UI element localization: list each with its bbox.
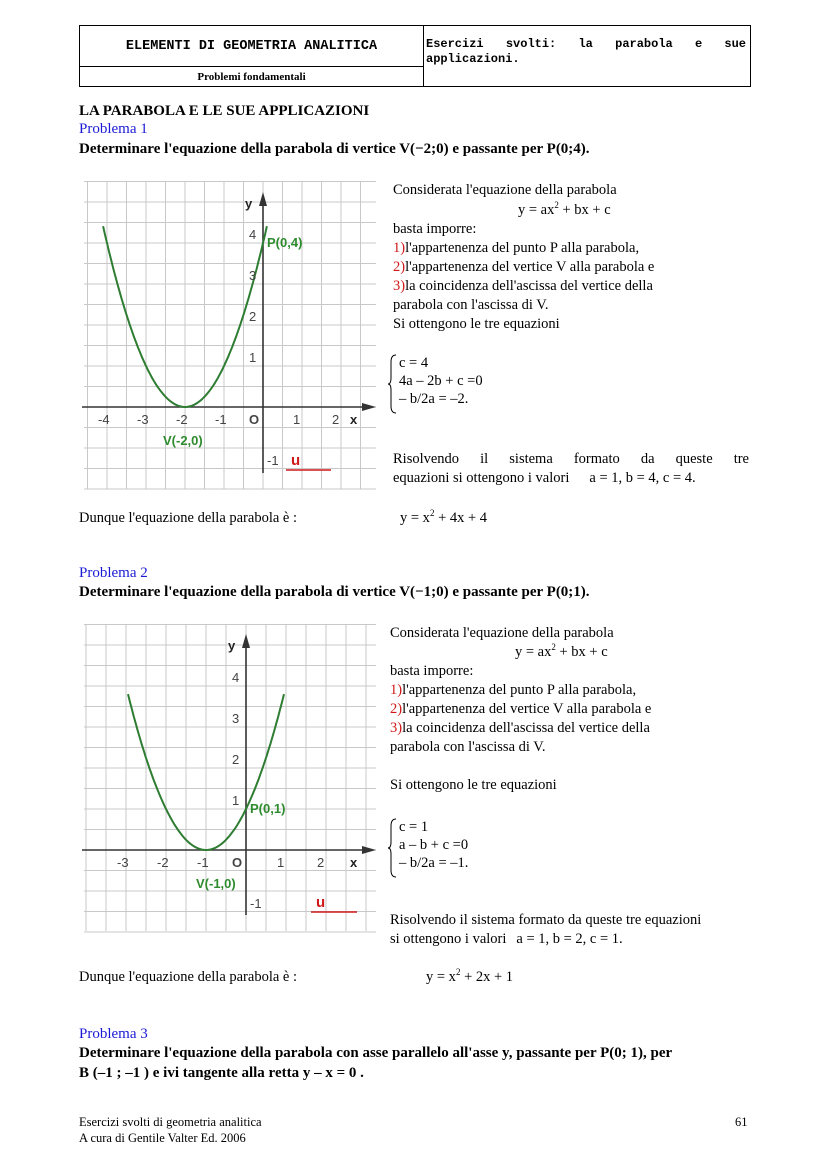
step-text: l'appartenenza del punto P alla parabola, <box>405 240 640 256</box>
solution-values: a = 1, b = 4, c = 4. <box>589 470 696 486</box>
p1-step-3-cont: parabola con l'ascissa di V. <box>393 297 549 313</box>
y-tick-label: 1 <box>249 350 257 365</box>
point-label: P(0,4) <box>267 235 303 250</box>
section-title: LA PARABOLA E LE SUE APPLICAZIONI <box>79 103 370 119</box>
p1-intro: Considerata l'equazione della parabola <box>393 182 617 198</box>
eq-part: + 2x + 1 <box>460 969 514 985</box>
p2-system <box>399 818 468 872</box>
p2-solve-line1: Risolvendo il sistema formato da queste tre equazioni <box>390 912 702 928</box>
x-tick-label: 2 <box>317 855 325 870</box>
p1-solve-line2 <box>393 469 696 488</box>
step-number: 2) <box>390 701 403 717</box>
eq-part: y = x <box>426 969 456 985</box>
p1-general-equation <box>518 201 611 220</box>
y-tick-label: 1 <box>232 793 240 808</box>
y-tick-label: 3 <box>249 268 257 283</box>
x-tick-label: -2 <box>176 412 188 427</box>
problem-2-statement: Determinare l'equazione della parabola di vertice V(−1;0) e passante per P(0;1). <box>79 584 590 600</box>
step-text: la coincidenza dell'ascissa del vertice della <box>405 278 653 294</box>
step-number: 1) <box>390 682 403 698</box>
problem-2-graph <box>80 620 380 935</box>
x-axis-arrow-icon <box>362 403 376 411</box>
origin-label: O <box>232 855 243 870</box>
problem-3-label: Problema 3 <box>79 1026 148 1042</box>
eq-part: y = ax <box>518 202 555 218</box>
header-topic-line1: Esercizi svolti: la parabola e sue <box>426 37 746 51</box>
y-axis-label: y <box>228 638 236 653</box>
x-tick-label: -1 <box>215 412 227 427</box>
page-number: 61 <box>735 1115 748 1129</box>
p2-step-1 <box>390 681 636 700</box>
solve-text: si ottengono i valori <box>390 931 507 947</box>
footer-line1: Esercizi svolti di geometria analitica <box>79 1115 262 1129</box>
p1-conclusion: Dunque l'equazione della parabola è : <box>79 510 298 526</box>
step-text: l'appartenenza del vertice V alla parabola e <box>405 259 655 275</box>
problem-3-statement-line2: B (–1 ; –1 ) e ivi tangente alla retta y – x = 0 . <box>79 1065 364 1081</box>
x-tick-label: -2 <box>157 855 169 870</box>
point-label: P(0,1) <box>250 801 286 816</box>
eq-exponent: 2 <box>429 508 435 518</box>
p1-step-1 <box>393 239 639 258</box>
x-axis-arrow-icon <box>362 846 376 854</box>
system-equation: c = 1 <box>399 819 429 835</box>
unit-label: u <box>291 452 301 469</box>
header-topic-line2: applicazioni. <box>426 52 520 66</box>
y-tick-label: 4 <box>249 227 257 242</box>
step-number: 3) <box>393 278 406 294</box>
x-axis-label: x <box>350 412 358 427</box>
system-equation: – b/2a = –1. <box>399 855 469 871</box>
y-axis-arrow-icon <box>259 192 267 206</box>
problem-1-label: Problema 1 <box>79 121 148 137</box>
p2-intro: Considerata l'equazione della parabola <box>390 625 614 641</box>
p1-result-equation <box>400 509 487 528</box>
header-table <box>79 25 751 87</box>
graph-canvas <box>80 178 380 493</box>
y-tick-label: 2 <box>249 309 257 324</box>
header-title: ELEMENTI DI GEOMETRIA ANALITICA <box>80 26 424 67</box>
p2-step-3 <box>390 719 650 738</box>
eq-part: + bx + c <box>558 202 611 218</box>
y-axis-arrow-icon <box>242 634 250 648</box>
vertex-label: V(-2,0) <box>163 433 203 448</box>
p2-conclusion: Dunque l'equazione della parabola è : <box>79 969 298 985</box>
footer-line2: A cura di Gentile Valter Ed. 2006 <box>79 1131 246 1145</box>
p1-step-3 <box>393 277 653 296</box>
unit-label: u <box>316 894 326 911</box>
origin-label: O <box>249 412 260 427</box>
y-tick-label: 2 <box>232 752 240 767</box>
problem-1-graph <box>80 178 380 493</box>
p1-impose: basta imporre: <box>393 221 477 237</box>
step-number: 2) <box>393 259 406 275</box>
step-text: l'appartenenza del vertice V alla parabola e <box>402 701 652 717</box>
eq-part: + bx + c <box>555 644 608 660</box>
solve-text: equazioni si ottengono i valori <box>393 470 570 486</box>
y-tick-label: -1 <box>250 896 262 911</box>
problem-2-label: Problema 2 <box>79 565 148 581</box>
eq-part: y = ax <box>515 644 552 660</box>
problem-1-statement: Determinare l'equazione della parabola di vertice V(−2;0) e passante per P(0;4). <box>79 141 590 157</box>
p2-solve-line2 <box>390 930 623 949</box>
eq-part: y = x <box>400 510 430 526</box>
system-equation: 4a – 2b + c =0 <box>399 373 483 389</box>
step-number: 1) <box>393 240 406 256</box>
p2-general-equation <box>515 643 608 662</box>
step-text: l'appartenenza del punto P alla parabola, <box>402 682 637 698</box>
vertex-label: V(-1,0) <box>196 876 236 891</box>
x-tick-label: -3 <box>137 412 149 427</box>
graph-canvas <box>80 620 380 935</box>
p2-impose: basta imporre: <box>390 663 474 679</box>
p2-step-3-cont: parabola con l'ascissa di V. <box>390 739 546 755</box>
y-tick-label: -1 <box>267 453 279 468</box>
x-axis-label: x <box>350 855 358 870</box>
header-subtitle: Problemi fondamentali <box>80 67 424 86</box>
system-brace-icon <box>388 354 398 414</box>
problem-3-statement-line1: Determinare l'equazione della parabola con asse parallelo all'asse y, passante per P(0; 1), per <box>79 1045 673 1061</box>
x-tick-label: -3 <box>117 855 129 870</box>
grid <box>84 182 376 490</box>
step-text: la coincidenza dell'ascissa del vertice della <box>402 720 650 736</box>
x-tick-label: -1 <box>197 855 209 870</box>
p1-step-2 <box>393 258 654 277</box>
eq-exponent: 2 <box>455 967 461 977</box>
x-tick-label: 1 <box>293 412 301 427</box>
p2-result-equation <box>426 968 513 987</box>
system-brace-icon <box>388 818 398 878</box>
eq-part: + 4x + 4 <box>434 510 488 526</box>
eq-exponent: 2 <box>554 200 559 210</box>
y-axis-label: y <box>245 196 253 211</box>
p1-obtain: Si ottengono le tre equazioni <box>393 316 560 332</box>
x-tick-label: -4 <box>98 412 110 427</box>
x-tick-label: 1 <box>277 855 285 870</box>
p1-system <box>399 354 483 408</box>
x-tick-label: 2 <box>332 412 340 427</box>
system-equation: c = 4 <box>399 355 429 371</box>
p2-step-2 <box>390 700 651 719</box>
p2-obtain: Si ottengono le tre equazioni <box>390 777 557 793</box>
p1-solve-line1: Risolvendo il sistema formato da queste tre <box>393 451 749 467</box>
y-tick-label: 3 <box>232 711 240 726</box>
solution-values: a = 1, b = 2, c = 1. <box>516 931 623 947</box>
step-number: 3) <box>390 720 403 736</box>
y-tick-label: 4 <box>232 670 240 685</box>
eq-exponent: 2 <box>551 642 556 652</box>
system-equation: – b/2a = –2. <box>399 391 469 407</box>
system-equation: a – b + c =0 <box>399 837 469 853</box>
